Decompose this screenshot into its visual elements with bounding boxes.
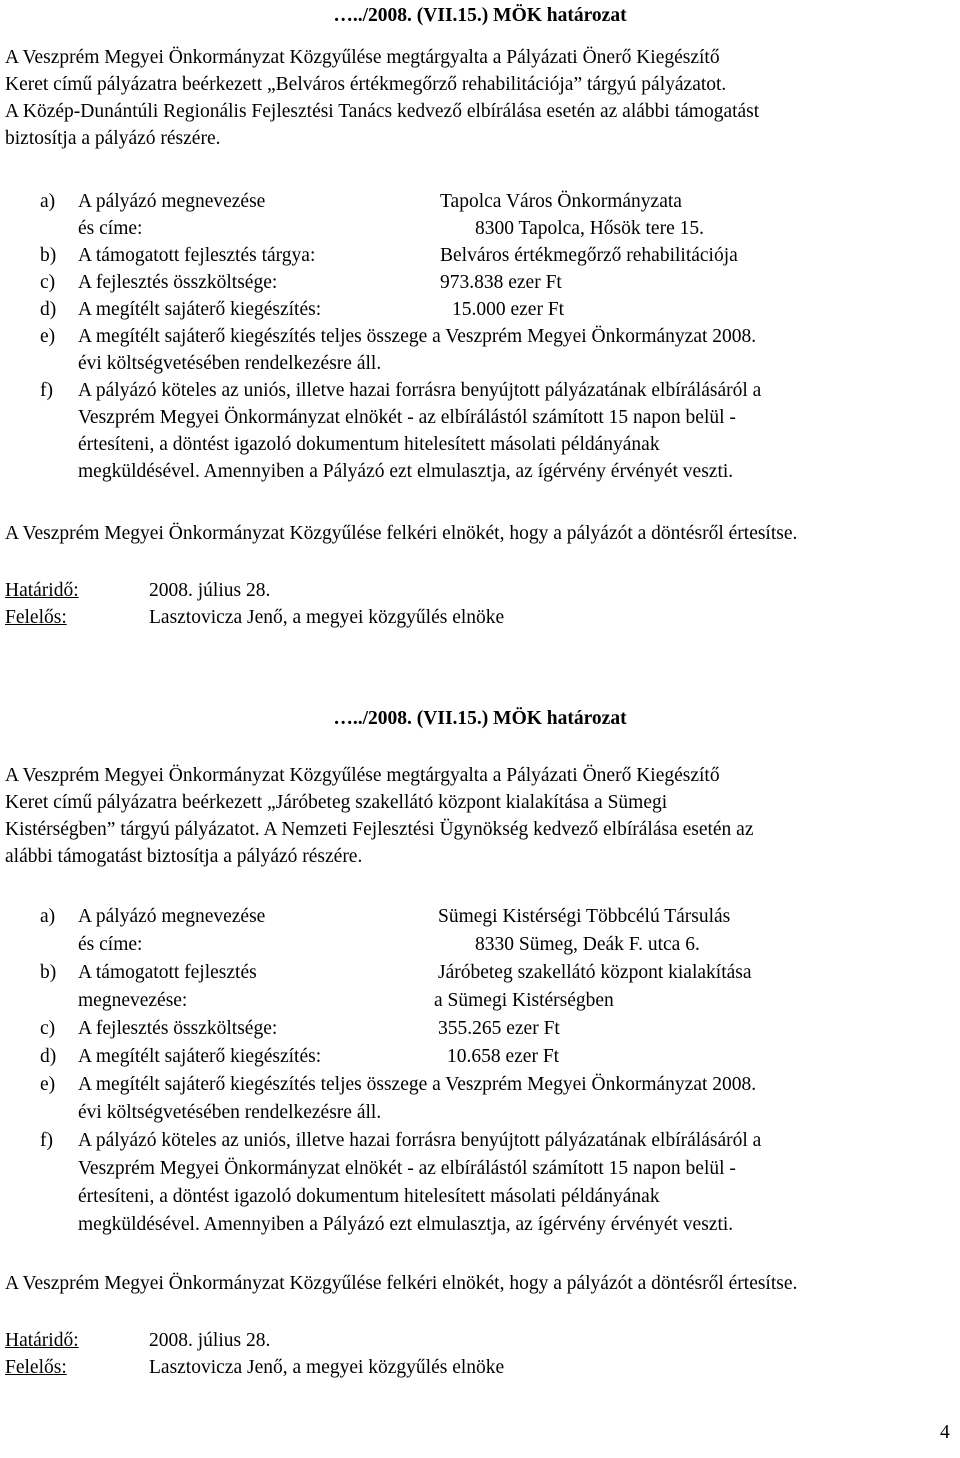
intro-line: biztosítja a pályázó részére. xyxy=(5,128,221,149)
applicant-address: 8330 Sümeg, Deák F. utca 6. xyxy=(475,934,700,955)
grant-label: A megítélt sajáterő kiegészítés: xyxy=(78,1046,322,1067)
grant-label: A megítélt sajáterő kiegészítés: xyxy=(78,299,322,320)
deadline-label: Határidő: xyxy=(5,1330,79,1351)
responsible-label: Felelős: xyxy=(5,1357,67,1378)
deadline-value: 2008. július 28. xyxy=(149,1330,271,1351)
closing-statement: A Veszprém Megyei Önkormányzat Közgyűlése felkéri elnökét, hogy a pályázót a döntésről értesítse. xyxy=(5,1273,798,1294)
intro-line: Kistérségben” tárgyú pályázatot. A Nemzeti Fejlesztési Ügynökség kedvező elbírálása esetén az xyxy=(5,819,754,840)
responsible-label: Felelős: xyxy=(5,607,67,628)
item-marker-d: d) xyxy=(40,1046,57,1067)
item-marker-d: d) xyxy=(40,299,57,320)
total-cost-value: 973.838 ezer Ft xyxy=(440,272,562,293)
item-marker-e: e) xyxy=(40,326,56,347)
budget-note-line: évi költségvetésében rendelkezésre áll. xyxy=(78,1102,382,1123)
grant-value: 10.658 ezer Ft xyxy=(447,1046,560,1067)
resolution-title-2: …../2008. (VII.15.) MÖK határozat xyxy=(333,708,627,729)
closing-statement: A Veszprém Megyei Önkormányzat Közgyűlése felkéri elnökét, hogy a pályázót a döntésről értesítse. xyxy=(5,523,798,544)
project-subject: Járóbeteg szakellátó központ kialakítása xyxy=(438,962,752,983)
responsible-value: Lasztovicza Jenő, a megyei közgyűlés elnöke xyxy=(149,1357,505,1378)
obligation-line: Veszprém Megyei Önkormányzat elnökét - az elbírálástól számított 15 napon belül - xyxy=(78,407,736,428)
deadline-label: Határidő: xyxy=(5,580,79,601)
item-marker-e: e) xyxy=(40,1074,56,1095)
item-marker-f: f) xyxy=(40,380,53,401)
project-subject-label: A támogatott fejlesztés xyxy=(78,962,257,983)
item-marker-b: b) xyxy=(40,245,57,266)
total-cost-value: 355.265 ezer Ft xyxy=(438,1018,560,1039)
intro-line: Keret című pályázatra beérkezett „Belváros értékmegőrző rehabilitációja” tárgyú pályázatot. xyxy=(5,74,727,95)
budget-note-line: évi költségvetésében rendelkezésre áll. xyxy=(78,353,382,374)
intro-line: A Közép-Dunántúli Regionális Fejlesztési Tanács kedvező elbírálása esetén az alábbi támogatást xyxy=(5,101,760,122)
item-marker-a: a) xyxy=(40,906,56,927)
resolution-title-1: …../2008. (VII.15.) MÖK határozat xyxy=(333,5,627,26)
applicant-label: A pályázó megnevezése xyxy=(78,191,266,212)
intro-line: A Veszprém Megyei Önkormányzat Közgyűlése megtárgyalta a Pályázati Önerő Kiegészítő xyxy=(5,765,720,786)
responsible-value: Lasztovicza Jenő, a megyei közgyűlés elnöke xyxy=(149,607,505,628)
page-number: 4 xyxy=(940,1422,950,1443)
obligation-line: megküldésével. Amennyiben a Pályázó ezt elmulasztja, az ígérvény érvényét veszti. xyxy=(78,1214,734,1235)
item-marker-a: a) xyxy=(40,191,56,212)
grant-value: 15.000 ezer Ft xyxy=(452,299,565,320)
deadline-value: 2008. július 28. xyxy=(149,580,271,601)
item-marker-b: b) xyxy=(40,962,57,983)
address-label: és címe: xyxy=(78,934,143,955)
budget-note-line: A megítélt sajáterő kiegészítés teljes összege a Veszprém Megyei Önkormányzat 2008. xyxy=(78,1074,757,1095)
project-subject: Belváros értékmegőrző rehabilitációja xyxy=(440,245,738,266)
project-subject-label-2: megnevezése: xyxy=(78,990,188,1011)
applicant-address: 8300 Tapolca, Hősök tere 15. xyxy=(475,218,704,239)
intro-line: Keret című pályázatra beérkezett „Járóbeteg szakellátó központ kialakítása a Sümegi xyxy=(5,792,668,813)
obligation-line: A pályázó köteles az uniós, illetve hazai forrásra benyújtott pályázatának elbírálásáról a xyxy=(78,380,762,401)
project-subject-label: A támogatott fejlesztés tárgya: xyxy=(78,245,316,266)
item-marker-c: c) xyxy=(40,272,56,293)
address-label: és címe: xyxy=(78,218,143,239)
total-cost-label: A fejlesztés összköltsége: xyxy=(78,1018,278,1039)
total-cost-label: A fejlesztés összköltsége: xyxy=(78,272,278,293)
item-marker-c: c) xyxy=(40,1018,56,1039)
applicant-name: Tapolca Város Önkormányzata xyxy=(440,191,682,212)
obligation-line: megküldésével. Amennyiben a Pályázó ezt elmulasztja, az ígérvény érvényét veszti. xyxy=(78,461,734,482)
obligation-line: A pályázó köteles az uniós, illetve hazai forrásra benyújtott pályázatának elbírálásáról a xyxy=(78,1130,762,1151)
project-subject-2: a Sümegi Kistérségben xyxy=(434,990,614,1011)
applicant-label: A pályázó megnevezése xyxy=(78,906,266,927)
intro-line: A Veszprém Megyei Önkormányzat Közgyűlése megtárgyalta a Pályázati Önerő Kiegészítő xyxy=(5,47,720,68)
applicant-name: Sümegi Kistérségi Többcélú Társulás xyxy=(438,906,731,927)
budget-note-line: A megítélt sajáterő kiegészítés teljes összege a Veszprém Megyei Önkormányzat 2008. xyxy=(78,326,757,347)
obligation-line: Veszprém Megyei Önkormányzat elnökét - az elbírálástól számított 15 napon belül - xyxy=(78,1158,736,1179)
obligation-line: értesíteni, a döntést igazoló dokumentum hitelesített másolati példányának xyxy=(78,434,660,455)
intro-line: alábbi támogatást biztosítja a pályázó részére. xyxy=(5,846,363,867)
item-marker-f: f) xyxy=(40,1130,53,1151)
obligation-line: értesíteni, a döntést igazoló dokumentum hitelesített másolati példányának xyxy=(78,1186,660,1207)
